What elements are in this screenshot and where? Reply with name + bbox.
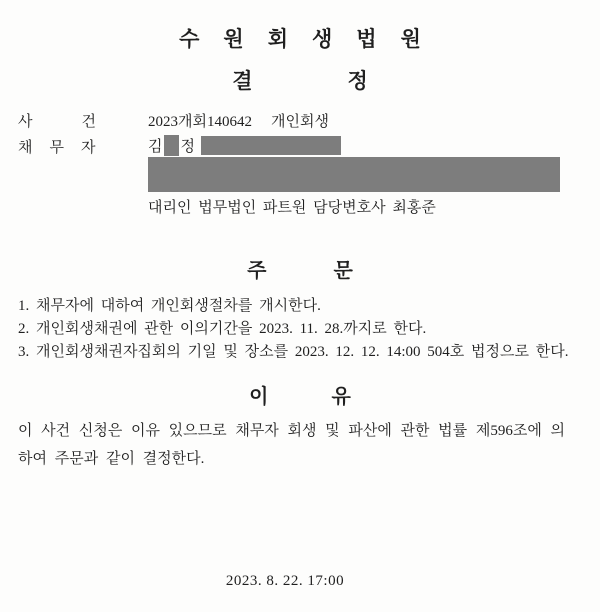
doc-type-heading: 결정 (232, 69, 463, 93)
debtor-name (148, 135, 341, 156)
order-heading: 주문 (247, 260, 420, 282)
debtor-name-first: 김 (148, 139, 163, 155)
representative-line: 대리인 법무법인 파트원 담당변호사 최홍준 (148, 200, 436, 216)
debtor-name-last: 정 (180, 139, 195, 155)
case-number: 2023개회140642 (148, 114, 252, 130)
case-type: 개인회생 (270, 114, 329, 130)
debtor-label: 채무자 (18, 140, 113, 156)
court-name-title: 수원회생법원 (179, 27, 445, 51)
order-item-1: 1. 채무자에 대하여 개인회생절차를 개시한다. (18, 298, 321, 314)
redaction-box-name (164, 135, 179, 156)
decision-datetime: 2023. 8. 22. 17:00 (225, 573, 345, 589)
reason-heading: 이유 (249, 386, 414, 408)
reason-paragraph: 이 사건 신청은 이유 있으므로 채무자 회생 및 파산에 관한 법률 제596조에 의하여 주문과 같이 결정한다. (18, 423, 565, 467)
case-value (148, 110, 329, 131)
case-label: 사건 (18, 114, 145, 130)
order-item-2: 2. 개인회생채권에 관한 이의기간을 2023. 11. 28.까지로 한다. (18, 321, 427, 337)
order-item-3: 3. 개인회생채권자집회의 기일 및 장소를 2023. 12. 12. 14:00 504호 법정으로 한다. (18, 344, 569, 360)
order-list (18, 295, 578, 364)
redaction-block-large (148, 157, 560, 192)
redaction-box-id-line (201, 136, 341, 155)
